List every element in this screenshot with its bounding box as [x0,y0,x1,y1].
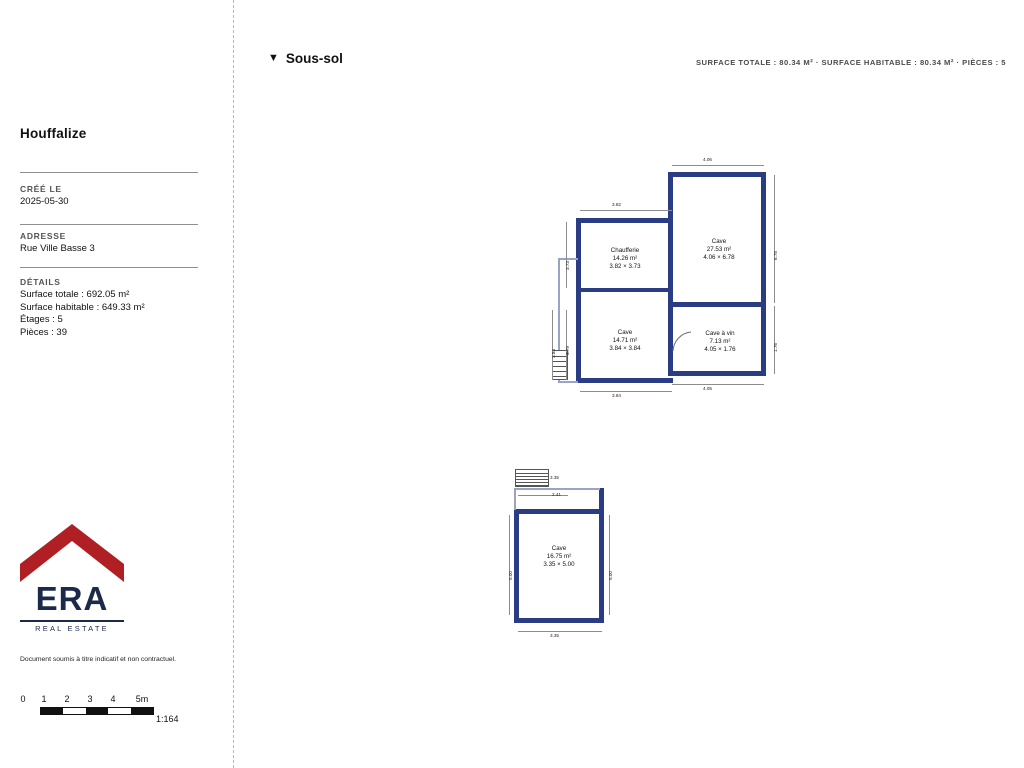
wall-thin-bottom [558,381,578,383]
wall-top-right [668,172,766,177]
dimline-left-inner [566,310,567,380]
scale-tick-2: 2 [64,694,70,704]
dimline-lower-bottom [518,631,602,632]
wall-thin-top [558,258,578,260]
room-area: 16.75 m² [546,553,572,561]
dimline-lower-left [509,515,510,615]
dim-right-lower: 1.76 [773,343,778,352]
field-created [20,184,220,209]
divider-1 [20,172,198,173]
room-name: Cave à vin [705,330,735,337]
dimline-top-right [672,165,764,166]
field-details-label: DÉTAILS [20,277,61,287]
dim-bottom-mid: 4.05 [703,386,712,391]
room-name: Cave [711,238,727,245]
dim-top-right: 4.06 [703,157,712,162]
page-title: Houffalize [20,126,87,141]
wall-top-left [576,218,673,223]
room-area: 14.26 m² [612,255,638,263]
logo-wordmark: ERA [35,580,109,617]
dim-lower-top: 3.35 [550,475,559,480]
room-name: Chaufferie [610,247,640,254]
dimline-right-upper [774,175,775,303]
dim-left-lower: 3.84 [551,349,556,358]
scale-tick-3: 3 [87,694,93,704]
field-created-value: 2025-05-30 [20,196,69,207]
room-dims: 4.06 × 6.78 [703,254,735,262]
dim-lower-right: 5.00 [608,571,613,580]
divider-2 [20,224,198,225]
floor-plan [500,150,820,650]
field-address-label: ADRESSE [20,231,66,241]
dim-left-upper: 3.73 [565,261,570,270]
staircase-lower [515,469,549,487]
floor-stats: SURFACE TOTALE : 80.34 M² · SURFACE HABITABLE : 80.34 M² · PIÈCES : 5 [695,58,1006,67]
scale-tick-1: 1 [41,694,47,704]
field-created-label: CRÉÉ LE [20,184,62,194]
scale-tick-4: 4 [110,694,116,704]
dimline-bottom-left [580,391,672,392]
room-area: 27.53 m² [706,246,732,254]
roof-icon [20,524,124,582]
wall-mid-right [668,302,766,307]
scale-tick-0: 0 [20,694,26,704]
room-area: 14.71 m² [612,337,638,345]
room-dims: 3.84 × 3.84 [609,345,641,353]
era-logo [20,524,124,638]
logo-rule [20,620,124,622]
floor-name: Sous-sol [285,51,343,66]
room-label-cave-2 [586,329,664,354]
wall-lower-thin-top [514,488,600,490]
dimline-right-lower [774,306,775,374]
field-address [20,231,220,256]
room-dims: 3.82 × 3.73 [609,263,641,271]
wall-bottom-right [668,371,766,376]
dim-top-left: 3.82 [612,202,621,207]
field-address-value: Rue Ville Basse 3 [20,243,95,254]
dim-lower-bottom: 3.35 [550,633,559,638]
room-name: Cave [551,545,567,552]
field-details [20,277,220,339]
chevron-down-icon[interactable]: ▼ [268,52,279,64]
dimline-lower-right [609,515,610,615]
dim-lower-left: 5.00 [508,571,513,580]
detail-floors: Étages : 5 [20,314,63,326]
detail-rooms: Pièces : 39 [20,326,67,338]
sidebar [0,0,233,768]
wall-lower-top [514,509,604,514]
wall-between-chaufferie-cave [576,288,673,292]
disclaimer-text: Document soumis à titre indicatif et non contractuel. [20,656,177,663]
dim-lower-top2: 2.41 [552,492,561,497]
room-label-chaufferie [586,247,664,272]
wall-left-right-block [668,172,673,307]
vertical-dashed-divider [233,0,234,768]
dimline-bottom-mid [672,384,764,385]
logo-subtitle: REAL ESTATE [35,624,109,633]
dim-right-upper: 6.78 [773,251,778,260]
scale-bar [20,694,180,722]
wall-lower-right [599,488,604,623]
room-label-cave-1 [678,238,760,263]
detail-total-area: Surface totale : 692.05 m² [20,289,130,300]
detail-living-area: Surface habitable : 649.33 m² [20,301,145,313]
wall-lower-left [514,509,519,623]
dim-bottom-left: 3.84 [612,393,621,398]
divider-3 [20,267,198,268]
room-label-cave-a-vin [678,330,762,355]
wall-bottom-left [576,378,673,383]
room-dims: 3.35 × 5.00 [543,561,575,569]
dimline-left-lower [552,310,553,380]
dimline-top-left [580,210,672,211]
scale-bar-graphic [40,707,154,715]
scale-tick-5: 5m [135,694,149,704]
floor-header[interactable] [268,51,343,66]
wall-lower-bottom [514,618,604,623]
scale-ticks [20,694,180,705]
room-name: Cave [617,329,633,336]
dimline-left-upper [566,222,567,288]
wall-lower-thin-left [514,488,516,510]
dim-left-inner: 3.79 [565,346,570,355]
scale-ratio: 1:164 [156,714,179,724]
room-label-cave-3 [522,545,596,570]
wall-left-outer [576,218,581,383]
room-area: 7.13 m² [709,338,731,346]
room-dims: 4.05 × 1.76 [704,346,736,354]
